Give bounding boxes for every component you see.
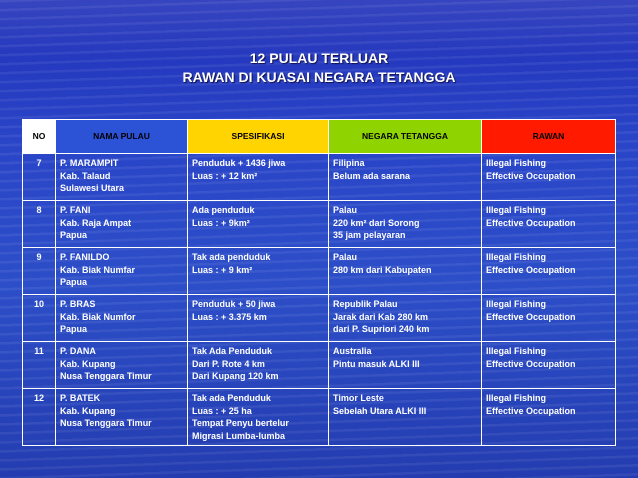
cell-no: 9 — [23, 248, 56, 295]
rawan-line: Effective Occupation — [486, 358, 576, 369]
spesifikasi-line: Tak Ada Penduduk — [192, 346, 273, 356]
rawan-line: Illegal Fishing — [486, 158, 547, 168]
table-row — [23, 248, 616, 295]
rawan-line: Illegal Fishing — [486, 346, 547, 356]
cell-spesifikasi — [188, 295, 329, 342]
spesifikasi-line: Luas : + 9km² — [192, 217, 250, 228]
table-row — [23, 389, 616, 446]
cell-no: 10 — [23, 295, 56, 342]
spesifikasi-line: Tempat Penyu bertelur — [192, 418, 289, 428]
nama-line: Nusa Tenggara Timur — [60, 418, 152, 428]
table-row — [23, 201, 616, 248]
cell-nama — [56, 389, 188, 446]
cell-no: 8 — [23, 201, 56, 248]
header-negara-tetangga: NEGARA TETANGGA — [329, 120, 482, 154]
spesifikasi-line: Ada penduduk — [192, 205, 255, 215]
negara-line: Palau — [333, 252, 358, 262]
rawan-line: Effective Occupation — [486, 217, 576, 228]
spesifikasi-line: Penduduk + 50 jiwa — [192, 299, 276, 309]
islands-table — [22, 119, 616, 446]
spesifikasi-line: Penduduk + 1436 jiwa — [192, 158, 286, 168]
rawan-line: Effective Occupation — [486, 170, 576, 181]
nama-line: Papua — [60, 324, 88, 334]
cell-no: 12 — [23, 389, 56, 446]
cell-negara — [329, 154, 482, 201]
slide-subtitle: RAWAN DI KUASAI NEGARA TETANGGA — [182, 69, 456, 85]
nama-line: Kab. Kupang — [60, 358, 116, 369]
table-body — [23, 154, 616, 446]
cell-negara — [329, 201, 482, 248]
negara-line: Australia — [333, 346, 372, 356]
spesifikasi-line: Tak ada Penduduk — [192, 393, 271, 403]
spesifikasi-line: Luas : + 3.375 km — [192, 311, 267, 322]
table-header-row — [23, 120, 616, 154]
rawan-line: Illegal Fishing — [486, 252, 547, 262]
spesifikasi-line: Tak ada penduduk — [192, 252, 271, 262]
header-spesifikasi: SPESIFIKASI — [188, 120, 329, 154]
negara-line: Belum ada sarana — [333, 170, 411, 181]
negara-line: dari P. Supriori 240 km — [333, 324, 430, 334]
cell-nama — [56, 295, 188, 342]
cell-nama — [56, 154, 188, 201]
negara-line: Timor Leste — [333, 393, 384, 403]
cell-rawan — [482, 389, 616, 446]
cell-negara — [329, 342, 482, 389]
rawan-line: Illegal Fishing — [486, 205, 547, 215]
nama-line: P. BRAS — [60, 299, 96, 309]
nama-line: P. FANILDO — [60, 252, 110, 262]
spesifikasi-line: Migrasi Lumba-lumba — [192, 430, 286, 441]
negara-line: Jarak dari Kab 280 km — [333, 311, 429, 322]
cell-no: 11 — [23, 342, 56, 389]
rawan-line: Effective Occupation — [486, 405, 576, 416]
cell-no: 7 — [23, 154, 56, 201]
table-row — [23, 342, 616, 389]
spesifikasi-line: Luas : + 9 km² — [192, 264, 253, 275]
cell-spesifikasi — [188, 201, 329, 248]
negara-line: 220 km² dari Sorong — [333, 217, 420, 228]
nama-line: Nusa Tenggara Timur — [60, 371, 152, 381]
cell-rawan — [482, 295, 616, 342]
negara-line: 280 km dari Kabupaten — [333, 264, 432, 275]
negara-line: Pintu masuk ALKI III — [333, 358, 420, 369]
negara-line: 35 jam pelayaran — [333, 230, 406, 240]
cell-spesifikasi — [188, 154, 329, 201]
cell-rawan — [482, 154, 616, 201]
rawan-line: Illegal Fishing — [486, 393, 547, 403]
spesifikasi-line: Dari P. Rote 4 km — [192, 358, 265, 369]
table-row — [23, 295, 616, 342]
nama-line: P. DANA — [60, 346, 96, 356]
rawan-line: Effective Occupation — [486, 311, 576, 322]
header-nama-pulau: NAMA PULAU — [56, 120, 188, 154]
cell-negara — [329, 248, 482, 295]
spesifikasi-line: Luas : + 12 km² — [192, 170, 258, 181]
nama-line: Papua — [60, 277, 88, 287]
slide-title: 12 PULAU TERLUAR — [249, 50, 389, 66]
nama-line: P. FANI — [60, 205, 91, 215]
cell-spesifikasi — [188, 342, 329, 389]
cell-negara — [329, 389, 482, 446]
negara-line: Sebelah Utara ALKI III — [333, 405, 427, 416]
negara-line: Palau — [333, 205, 358, 215]
cell-nama — [56, 248, 188, 295]
cell-spesifikasi — [188, 248, 329, 295]
rawan-line: Illegal Fishing — [486, 299, 547, 309]
header-rawan: RAWAN — [482, 120, 616, 154]
nama-line: Papua — [60, 230, 88, 240]
header-no: NO — [23, 120, 56, 154]
spesifikasi-line: Dari Kupang 120 km — [192, 371, 279, 381]
nama-line: Kab. Kupang — [60, 405, 116, 416]
cell-rawan — [482, 342, 616, 389]
negara-line: Filipina — [333, 158, 365, 168]
negara-line: Republik Palau — [333, 299, 398, 309]
cell-nama — [56, 342, 188, 389]
cell-rawan — [482, 248, 616, 295]
nama-line: Sulawesi Utara — [60, 183, 125, 193]
nama-line: Kab. Biak Numfar — [60, 264, 136, 275]
nama-line: Kab. Biak Numfor — [60, 311, 136, 322]
cell-negara — [329, 295, 482, 342]
cell-nama — [56, 201, 188, 248]
spesifikasi-line: Luas : + 25 ha — [192, 405, 252, 416]
nama-line: P. BATEK — [60, 393, 101, 403]
nama-line: Kab. Talaud — [60, 170, 111, 181]
cell-rawan — [482, 201, 616, 248]
rawan-line: Effective Occupation — [486, 264, 576, 275]
nama-line: P. MARAMPIT — [60, 158, 119, 168]
cell-spesifikasi — [188, 389, 329, 446]
table-row — [23, 154, 616, 201]
nama-line: Kab. Raja Ampat — [60, 217, 132, 228]
